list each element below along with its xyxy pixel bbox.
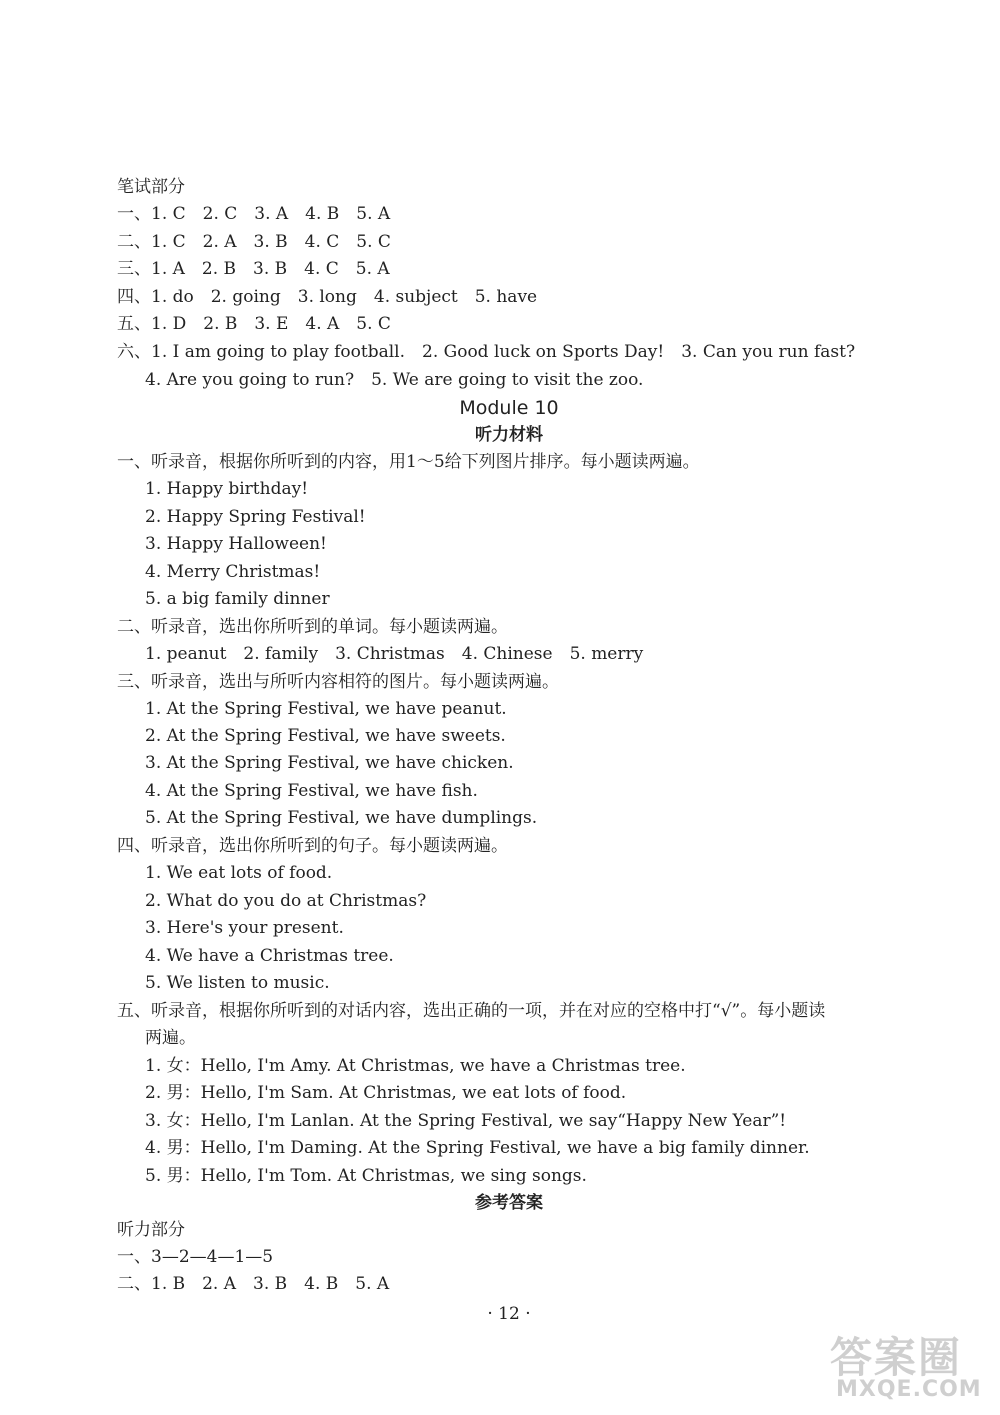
module-title: Module 10: [459, 397, 559, 419]
text-line: 1. Happy birthday!: [145, 479, 309, 499]
text-line: 4. 男：Hello, I'm Daming. At the Spring Festival, we have a big family dinner.: [145, 1138, 810, 1158]
text-line: 听力部分: [117, 1220, 185, 1240]
text-line: 2. 男：Hello, I'm Sam. At Christmas, we eat lots of food.: [145, 1083, 627, 1103]
text-line: 3. Here's your present.: [145, 918, 344, 938]
text-line: 一、3—2—4—1—5: [117, 1247, 274, 1267]
text-line: 1. 女：Hello, I'm Amy. At Christmas, we have a Christmas tree.: [145, 1056, 686, 1076]
text-line: 5. 男：Hello, I'm Tom. At Christmas, we sing songs.: [145, 1166, 587, 1186]
text-line: 1. We eat lots of food.: [145, 863, 333, 883]
text-line: 五、1. D 2. B 3. E 4. A 5. C: [117, 314, 391, 334]
text-line: 3. At the Spring Festival, we have chicken.: [145, 753, 514, 773]
section-heading-answers: 参考答案: [475, 1193, 543, 1213]
text-line: 三、1. A 2. B 3. B 4. C 5. A: [117, 259, 390, 279]
text-line: 四、听录音，选出你所听到的句子。每小题读两遍。: [117, 836, 508, 856]
text-line: 4. We have a Christmas tree.: [145, 946, 394, 966]
text-line: 五、听录音，根据你所听到的对话内容，选出正确的一项，并在对应的空格中打“√”。每小题读: [117, 1001, 826, 1021]
text-line: 5. a big family dinner: [145, 589, 330, 609]
text-line: 两遍。: [145, 1028, 196, 1048]
text-line: 三、听录音，选出与所听内容相符的图片。每小题读两遍。: [117, 672, 559, 692]
text-line: 3. 女：Hello, I'm Lanlan. At the Spring Festival, we say“Happy New Year”!: [145, 1111, 787, 1131]
text-line: 2. What do you do at Christmas?: [145, 891, 427, 911]
text-line: 5. At the Spring Festival, we have dumplings.: [145, 808, 538, 828]
watermark-logo: [830, 1325, 1000, 1410]
text-line: 笔试部分: [117, 177, 185, 197]
text-line: 一、听录音，根据你所听到的内容，用1～5给下列图片排序。每小题读两遍。: [117, 452, 700, 472]
text-line: 一、1. C 2. C 3. A 4. B 5. A: [117, 204, 391, 224]
text-line: 六、1. I am going to play football. 2. Good luck on Sports Day! 3. Can you run fast?: [117, 342, 856, 362]
text-line: 二、1. B 2. A 3. B 4. B 5. A: [117, 1274, 390, 1294]
text-line: 2. Happy Spring Festival!: [145, 507, 366, 527]
watermark-text: 答案圈: [830, 1333, 963, 1382]
text-line: 1. peanut 2. family 3. Christmas 4. Chinese 5. merry: [145, 644, 644, 664]
text-line: 4. At the Spring Festival, we have fish.: [145, 781, 478, 801]
text-line: 1. At the Spring Festival, we have peanut.: [145, 699, 507, 719]
text-line: 四、1. do 2. going 3. long 4. subject 5. have: [117, 287, 538, 307]
text-line: 5. We listen to music.: [145, 973, 330, 993]
text-line: 4. Merry Christmas!: [145, 562, 321, 582]
text-line: 3. Happy Halloween!: [145, 534, 327, 554]
watermark-url: MXQE.COM: [836, 1377, 982, 1402]
text-line: 二、1. C 2. A 3. B 4. C 5. C: [117, 232, 391, 252]
page-number: · 12 ·: [487, 1304, 531, 1324]
section-heading-listening-material: 听力材料: [475, 425, 543, 445]
text-line: 二、听录音，选出你所听到的单词。每小题读两遍。: [117, 617, 508, 637]
text-line: 2. At the Spring Festival, we have sweets.: [145, 726, 506, 746]
text-line: 4. Are you going to run? 5. We are going to visit the zoo.: [145, 370, 644, 390]
